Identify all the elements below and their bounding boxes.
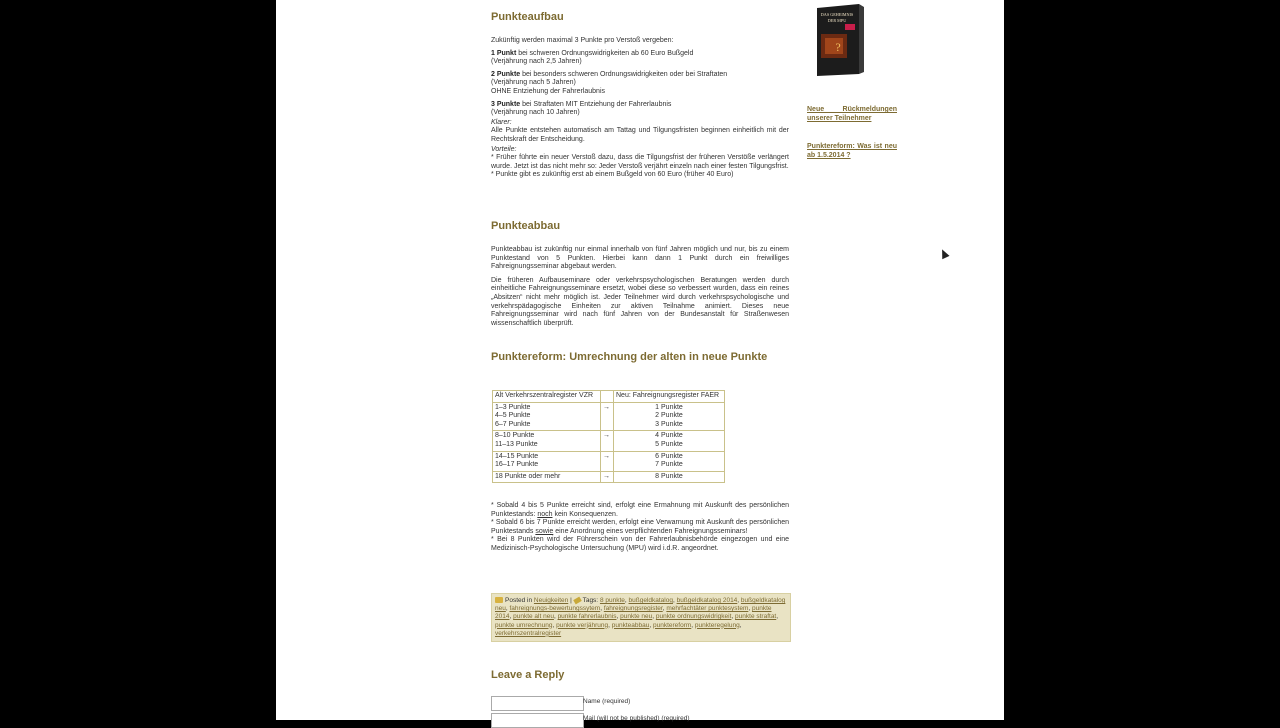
mail-label: Mail (will not be published) (required) (583, 715, 690, 722)
tag-link[interactable]: punkteabbau (611, 621, 650, 629)
cell-line: 6 Punkte (655, 452, 683, 460)
meta-separator: | (570, 597, 572, 604)
tag-list: 8 punkte, bußgeldkatalog, bußgeldkatalog 2014, bußgeldkatalog neu, fahreignungs-bewertungssytem, fahreignungsregister, mehrfachtäter punktesystem, punkte 2014, punkte alt neu, punkte fahrerlaubnis, punkte neu, punkte ordnungswidrigkeit, punkte straftat, punkte umrechnung, punkte verjährung, punkteabbau, punktereform, punkteregelung, verkehrszentralregister (495, 597, 786, 637)
vorteile-item: * Punkte gibt es zukünftig erst ab einem Bußgeld von 60 Euro (früher 40 Euro) (491, 171, 734, 179)
section-title-umrechnung: Punktereform: Umrechnung der alten in neue Punkte (491, 351, 768, 363)
mpu-book-image[interactable] (811, 4, 869, 76)
table-cell-new (614, 431, 725, 451)
vorteile-label: Vorteile: (491, 145, 517, 153)
point-1-sub: (Verjährung nach 2,5 Jahren) (491, 58, 582, 66)
point-3-label: 3 Punkte (491, 100, 521, 108)
note-item (491, 519, 789, 536)
note-text: kein Konsequenzen. (552, 510, 618, 518)
punkteabbau-body (491, 246, 789, 328)
point-1-text: bei schweren Ordnungswidrigkeiten ab 60 Euro Bußgeld (516, 49, 694, 57)
table-cell-new: 8 Punkte (614, 471, 725, 483)
conversion-table (492, 390, 725, 483)
tag-link[interactable]: bußgeldkatalog 2014 (676, 597, 738, 604)
cell-line: 5 Punkte (655, 440, 683, 448)
tag-link[interactable]: punkte fahrerlaubnis (557, 613, 617, 621)
tag-link[interactable]: bußgeldkatalog neu (495, 597, 786, 613)
cell-line: 8–10 Punkte (495, 432, 535, 440)
table-cell-old (493, 451, 601, 471)
tag-link[interactable]: punkteregelung (694, 621, 740, 629)
table-cell-new (614, 451, 725, 471)
cell-line: 16–17 Punkte (495, 461, 539, 469)
note-item (491, 502, 789, 519)
arrow-icon: → (601, 431, 614, 451)
tag-link[interactable]: punkte verjährung (556, 621, 609, 629)
post-meta (491, 593, 791, 642)
table-header-new: Neu: Fahreignungsregister FAER (614, 391, 725, 403)
posted-in-label: Posted in (505, 597, 533, 604)
point-2-label: 2 Punkte (491, 70, 521, 78)
svg-text:?: ? (835, 40, 841, 54)
note-text: eine Anordnung eines verpflichtenden Fahreignungsseminars! (553, 527, 748, 535)
folder-icon (495, 597, 503, 603)
tag-link[interactable]: fahreignungs-bewertungssytem (509, 605, 601, 613)
vorteile-item: * Früher führte ein neuer Verstoß dazu, dass die Tilgungsfrist der früheren Verstöße verlängert wurde. Jetzt ist das nicht mehr so: Jeder Verstoß verjährt einzeln nach einer festen Tilgungsfrist. (491, 154, 789, 170)
punkteabbau-para: Die früheren Aufbauseminare oder verkehrspsychologischen Beratungen werden durch einheitliche Fahreignungsseminare ersetzt, wobei diese so verbessert wurden, dass ein reines „Absitzen“ nicht mehr möglich ist. Jeder Teilnehmer wird durch verkehrspsychologische und verkehrspädagogische Einheiten zur aktiven Teilnahme animiert. Dieses neue Fahreignungsseminar wird nach fünf Jahren von der Bundesanstalt für Straßenwesen wissenschaftlich überprüft. (491, 276, 789, 327)
point-3-sub: (Verjährung nach 10 Jahren) (491, 109, 580, 117)
tag-link[interactable]: punkte 2014 (495, 605, 772, 621)
leave-reply-title: Leave a Reply (491, 669, 565, 681)
book-title: DAS GEHEIMNIS (820, 12, 854, 17)
tag-link[interactable]: punkte alt neu (513, 613, 554, 621)
point-2-sub2: OHNE Entziehung der Fahrerlaubnis (491, 87, 606, 95)
table-row (493, 431, 725, 451)
cell-line: 7 Punkte (655, 461, 683, 469)
point-2-sub: (Verjährung nach 5 Jahren) (491, 79, 576, 87)
table-cell-old (493, 431, 601, 451)
point-1-label: 1 Punkt (491, 49, 517, 57)
cell-line: 11–13 Punkte (495, 440, 538, 448)
table-header-spacer (601, 391, 614, 403)
tag-link[interactable]: punkte ordnungswidrigkeit (655, 613, 732, 621)
cell-line: 4–5 Punkte (495, 412, 531, 420)
table-row (493, 451, 725, 471)
punkteabbau-para: Punkteabbau ist zukünftig nur einmal innerhalb von fünf Jahren möglich und nur, bis zu einem Punktestand von 5 Punkten. Hierbei kann dann 1 Punkt durch ein freiwilliges Fahreignungsseminar abgebaut werden. (491, 246, 789, 271)
klarer-text: Alle Punkte entstehen automatisch am Tattag und Tilgungsfristen beginnen einheitlich mit der Rechtskraft der Entscheidung. (491, 127, 789, 143)
tag-link[interactable]: 8 punkte (599, 597, 625, 604)
tag-link[interactable]: fahreignungsregister (603, 605, 663, 613)
category-link[interactable]: Neuigkeiten (533, 597, 569, 604)
tags-label: Tags: (582, 597, 599, 604)
name-input[interactable] (491, 696, 584, 711)
table-row (493, 471, 725, 483)
table-cell-new (614, 402, 725, 431)
table-cell-old: 18 Punkte oder mehr (493, 471, 601, 483)
note-underline: sowie (535, 527, 554, 535)
tag-link[interactable]: punkte neu (620, 613, 653, 621)
table-cell-old (493, 402, 601, 431)
section-title-punkteabbau: Punkteabbau (491, 220, 561, 232)
table-row (493, 402, 725, 431)
tag-link[interactable]: punkte umrechnung (495, 621, 553, 629)
intro-text: Zukünftig werden maximal 3 Punkte pro Verstoß vergeben: (491, 37, 674, 44)
cell-line: 3 Punkte (655, 420, 683, 428)
arrow-icon: → (601, 471, 614, 483)
tag-link[interactable]: mehrfachtäter punktesystem (666, 605, 749, 613)
sidebar-link-feedback[interactable]: Neue Rückmeldungen unserer Teilnehmer (807, 106, 897, 122)
klarer-label: Klarer: (491, 118, 512, 126)
table-header-row (493, 391, 725, 403)
cell-line: 2 Punkte (655, 412, 683, 420)
cell-line: 1–3 Punkte (495, 403, 531, 411)
page (276, 0, 1004, 720)
tag-icon (573, 596, 582, 604)
sidebar-link-punktereform[interactable]: Punktereform: Was ist neu ab 1.5.2014 ? (807, 143, 897, 159)
arrow-icon: → (601, 451, 614, 471)
name-label: Name (required) (583, 698, 631, 705)
punkteaufbau-body (491, 37, 789, 180)
cell-line: 14–15 Punkte (495, 452, 539, 460)
mail-input[interactable] (491, 713, 584, 728)
cell-line: 4 Punkte (655, 432, 683, 440)
tag-link[interactable]: punkte straftat (735, 613, 777, 621)
tag-link[interactable]: verkehrszentralregister (495, 629, 562, 637)
point-3-text: bei Straftaten MIT Entziehung der Fahrerlaubnis (520, 100, 672, 108)
conversion-notes (491, 502, 789, 554)
point-2-text: bei besonders schweren Ordnungswidrigkeiten oder bei Straftaten (520, 70, 728, 78)
cell-line: 6–7 Punkte (495, 420, 531, 428)
cell-line: 1 Punkte (655, 403, 683, 411)
note-text: * Sobald 4 bis 5 Punkte erreicht sind, erfolgt eine Ermahnung mit Auskunft des persönlichen Punktestands: (491, 502, 789, 518)
note-text: * Sobald 6 bis 7 Punkte erreicht werden, erfolgt eine Verwarnung mit Auskunft des persönlichen Punktestands (491, 519, 789, 535)
table-header-old: Alt Verkehrszentralregister VZR (493, 391, 601, 403)
arrow-icon: → (601, 402, 614, 431)
note-item: * Bei 8 Punkten wird der Führerschein von der Fahrerlaubnisbehörde eingezogen und eine Medizinisch-Psychologische Untersuchung (MPU) wird i.d.R. angeordnet. (491, 536, 789, 552)
section-title-punkteaufbau: Punkteaufbau (491, 11, 564, 23)
tag-link[interactable]: bußgeldkatalog (628, 597, 673, 604)
tag-link[interactable]: punktereform (652, 621, 692, 629)
book-subtitle: DER MPU (827, 18, 847, 23)
note-underline: noch (537, 510, 553, 518)
